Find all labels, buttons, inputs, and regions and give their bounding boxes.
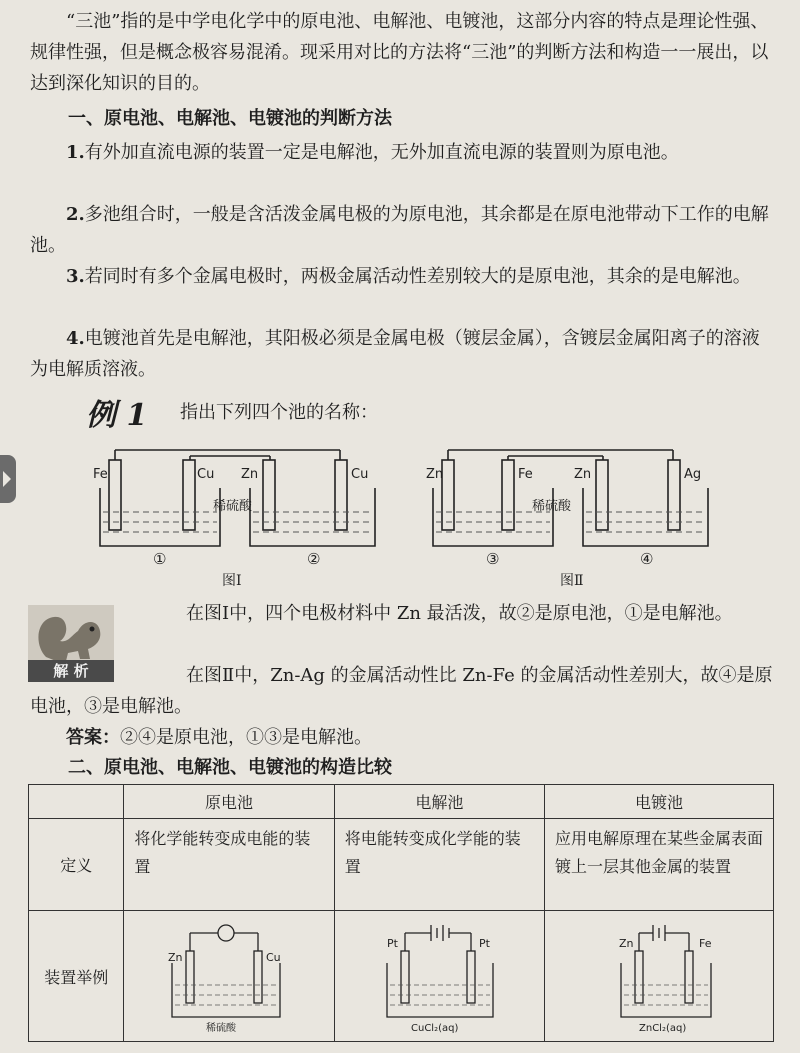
section2-title: 二、原电池、电解池、电镀池的构造比较	[68, 757, 392, 778]
table-row	[29, 819, 774, 911]
fig1-electrode-label: Cu	[197, 467, 215, 482]
section1-title: 一、原电池、电解池、电镀池的判断方法	[68, 108, 392, 129]
analysis-paragraph-1	[186, 598, 776, 629]
table-header-cell: 电解池	[334, 785, 544, 819]
analysis-label: 解 析	[28, 660, 114, 682]
answer-text: ②④是原电池，①③是电解池。	[120, 727, 372, 748]
fig2-cell-number: ④	[640, 550, 654, 568]
fig2-cell-number: ③	[486, 550, 500, 568]
rule-4	[30, 323, 775, 385]
table-electrode-label: Cu	[266, 951, 282, 964]
rule-3	[30, 261, 775, 292]
electrolytic-cell-diagram	[339, 915, 529, 1033]
table-cell	[545, 911, 774, 1042]
comparison-table	[28, 784, 774, 1042]
figure-1-diagram	[95, 428, 395, 568]
table-electrode-label: Zn	[619, 937, 634, 950]
rule-4-text: 电镀池首先是电解池，其阳极必须是金属电极（镀层金属），含镀层金属阳离子的溶液为电解质溶液。	[30, 328, 760, 380]
table-header-cell: 原电池	[124, 785, 334, 819]
rule-1-number: 1.	[66, 142, 85, 163]
table-electrode-label: Fe	[699, 937, 712, 950]
rule-3-text: 若同时有多个金属电极时，两极金属活动性差别较大的是原电池，其余的是电解池。	[84, 266, 751, 287]
table-electrode-label: Pt	[478, 937, 490, 950]
rule-4-number: 4.	[66, 328, 85, 349]
table-cell: 将电能转变成化学能的装置	[334, 819, 544, 911]
answer-label: 答案：	[66, 727, 120, 748]
fig2-electrode-label: Fe	[518, 467, 533, 482]
fig2-electrode-label: Zn	[574, 467, 592, 482]
analysis-text-1: 在图Ⅰ中，四个电极材料中 Zn 最活泼，故②是原电池，①是电解池。	[186, 603, 733, 624]
galvanic-cell-diagram	[128, 915, 318, 1033]
table-header-cell: 电镀池	[545, 785, 774, 819]
table-cell: 应用电解原理在某些金属表面镀上一层其他金属的装置	[545, 819, 774, 911]
figure-2-caption: 图Ⅱ	[560, 573, 584, 589]
fig2-electrode-label: Zn	[426, 467, 444, 482]
page-turn-tab[interactable]	[0, 455, 16, 503]
fig2-electrode-label: Ag	[684, 467, 702, 482]
table-cell: 将化学能转变成电能的装置	[124, 819, 334, 911]
figure-1-caption: 图Ⅰ	[222, 573, 242, 589]
fig1-electrode-label: Cu	[351, 467, 369, 482]
table-electrode-label: Zn	[168, 951, 183, 964]
fig1-electrode-label: Zn	[241, 467, 259, 482]
rule-2	[30, 199, 775, 261]
example-prompt: 指出下列四个池的名称：	[180, 402, 378, 423]
intro-paragraph: “三池”指的是中学电化学中的原电池、电解池、电镀池，这部分内容的特点是理论性强、规律性强，但是概念极容易混淆。现采用对比的方法将“三池”的判断方法和构造一一展出，以达到深化知识的目的。	[30, 11, 769, 94]
table-cell	[334, 911, 544, 1042]
example-label: 例 1	[86, 398, 148, 433]
table-row-label: 定义	[29, 819, 124, 911]
rule-2-number: 2.	[66, 204, 85, 225]
table-solution-label: CuCl₂(aq)	[410, 1023, 459, 1034]
table-row-label: 装置举例	[29, 911, 124, 1042]
fig1-cell-number: ②	[307, 550, 321, 568]
fig1-solution-label: 稀硫酸	[213, 499, 253, 514]
answer	[30, 722, 775, 753]
rule-1	[30, 137, 775, 168]
fig2-solution-label: 稀硫酸	[532, 499, 572, 514]
table-solution-label: ZnCl₂(aq)	[639, 1023, 687, 1034]
analysis-paragraph-2: 在图Ⅱ中，Zn-Ag 的金属活动性比 Zn-Fe 的金属活动性差别大，故④是原电池，③是电解池。	[30, 665, 773, 717]
table-solution-label: 稀硫酸	[206, 1023, 237, 1034]
table-header-cell	[29, 785, 124, 819]
electroplating-cell-diagram	[549, 915, 769, 1033]
figure-2-diagram	[428, 428, 728, 568]
fig1-electrode-label: Fe	[93, 467, 108, 482]
rule-1-text: 有外加直流电源的装置一定是电解池，无外加直流电源的装置则为原电池。	[84, 142, 679, 163]
table-cell	[124, 911, 334, 1042]
table-header-row	[29, 785, 774, 819]
fig1-cell-number: ①	[153, 550, 167, 568]
table-row	[29, 911, 774, 1042]
rule-2-text: 多池组合时，一般是含活泼金属电极的为原电池，其余都是在原电池带动下工作的电解池。	[30, 204, 769, 256]
rule-3-number: 3.	[66, 266, 85, 287]
table-electrode-label: Pt	[386, 937, 398, 950]
